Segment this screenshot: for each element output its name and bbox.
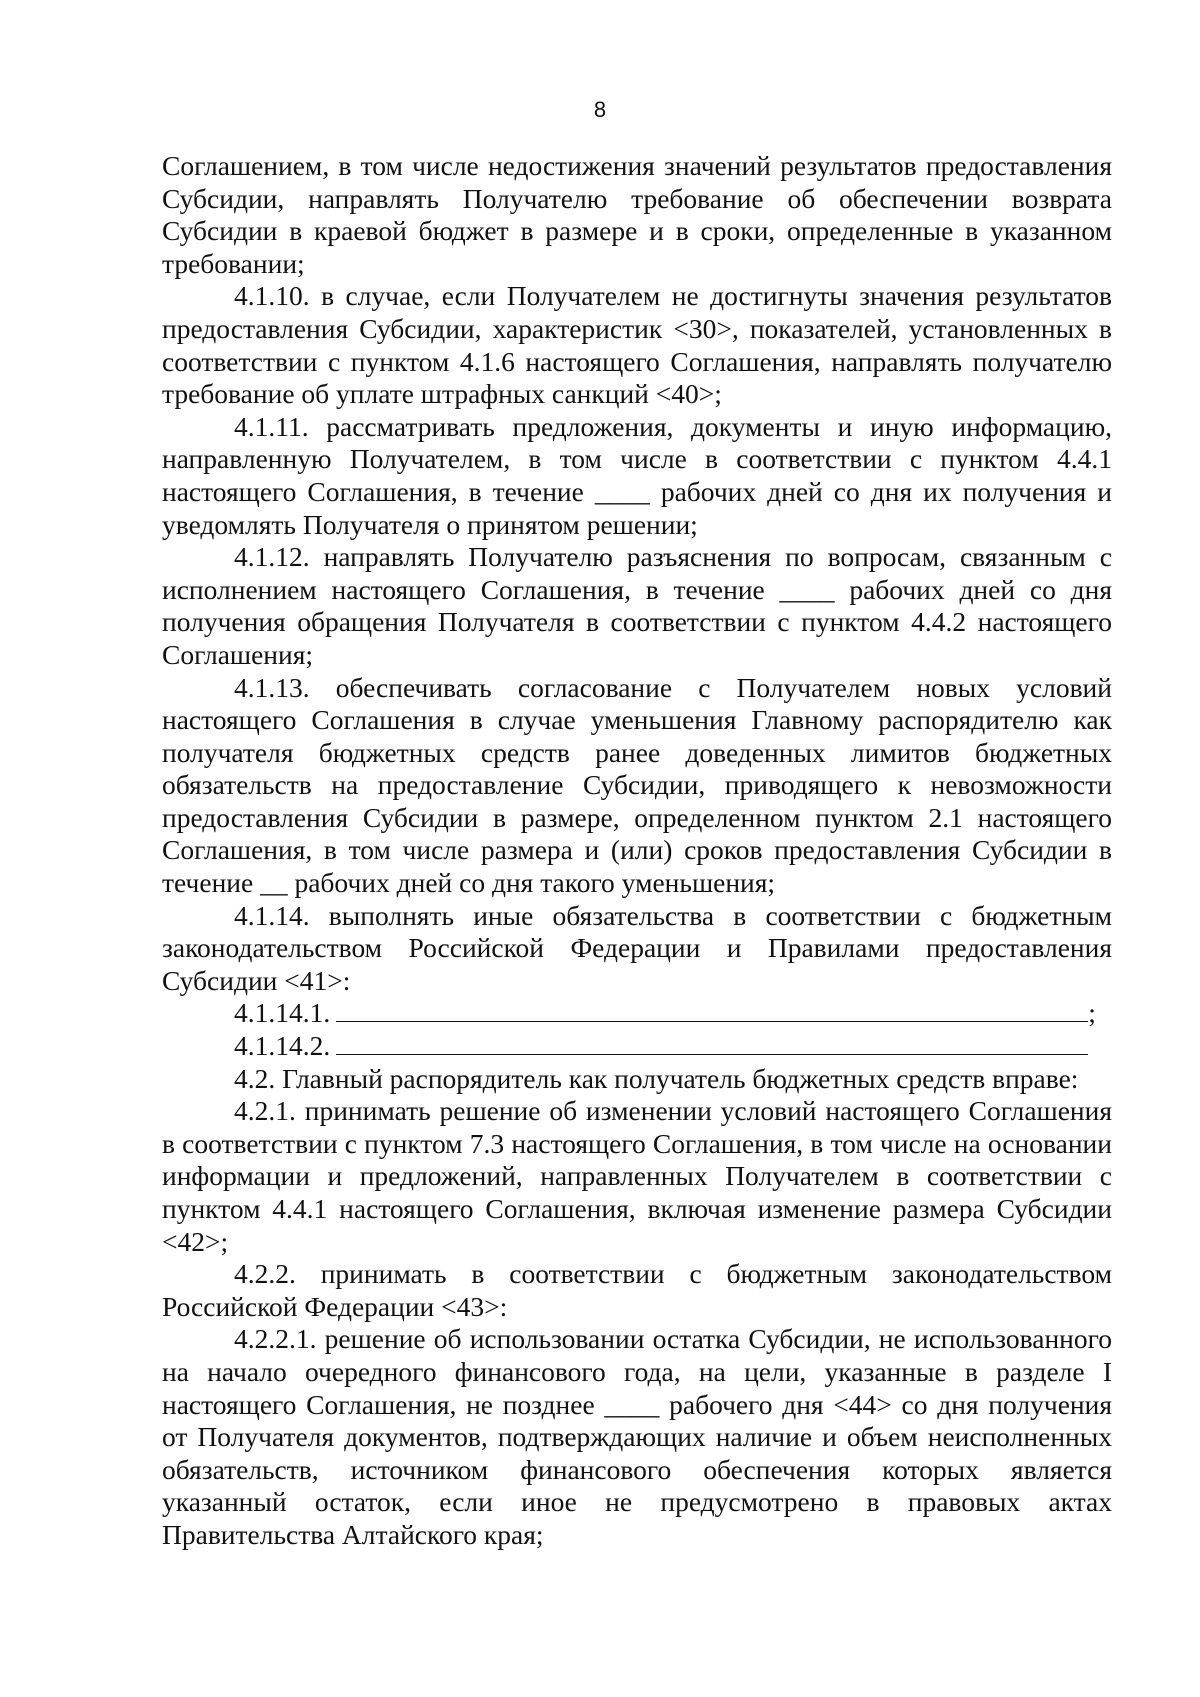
blank-line-suffix: ; [1088, 997, 1096, 1029]
page-number: 8 [593, 97, 607, 122]
paragraph-4-2-1: 4.2.1. принимать решение об изменении условий настоящего Соглашения в соответствии с пунктом 7.3 настоящего Соглашения, в том числе на основании информации и предложений, направленных Получателем в соответствии с пунктом 4.4.1 настоящего Соглашения, включая изменение размера Субсидии <42>; [162, 1095, 1112, 1257]
paragraph-4-1-12: 4.1.12. направлять Получателю разъяснения по вопросам, связанным с исполнением настоящего Соглашения, в течение ____ рабочих дней со дня получения обращения Получателя в соответствии с пунктом 4.4.2 настоящего Соглашения; [162, 541, 1112, 670]
blank-fill-line [336, 1021, 1088, 1022]
blank-fill-line [336, 1054, 1088, 1055]
document-body [162, 150, 1112, 1552]
paragraph-4-1-14: 4.1.14. выполнять иные обязательства в соответствии с бюджетным законодательством Российской Федерации и Правилами предоставления Субсидии <41>: [162, 899, 1112, 996]
paragraph-4-1-10: 4.1.10. в случае, если Получателем не достигнуты значения результатов предоставления Субсидии, характеристик <30>, показателей, установленных в соответствии с пунктом 4.1.6 настоящего Соглашения, направлять получателю требование об уплате штрафных санкций <40>; [162, 280, 1112, 410]
blank-line-4-1-14-1 [162, 997, 1112, 1030]
paragraph-4-1-13: 4.1.13. обеспечивать согласование с Получателем новых условий настоящего Соглашения в случае уменьшения Главному распорядителю как получателя бюджетных средств ранее доведенных лимитов бюджетных обязательств на предоставление Субсидии, приводящего к невозможности предоставления Субсидии в размере, определенном пунктом 2.1 настоящего Соглашения, в том числе размера и (или) сроков предоставления Субсидии в течение __ рабочих дней со дня такого уменьшения; [162, 671, 1112, 899]
blank-line-label: 4.1.14.1. [234, 997, 331, 1029]
paragraph-4-1-11: 4.1.11. рассматривать предложения, документы и иную информацию, направленную Получателем, в том числе в соответствии с пунктом 4.4.1 настоящего Соглашения, в течение ____ рабочих дней со дня их получения и уведомлять Получателя о принятом решении; [162, 410, 1112, 540]
paragraph-4-2: 4.2. Главный распорядитель как получатель бюджетных средств вправе: [234, 1062, 1079, 1094]
blank-line-label: 4.1.14.2. [234, 1030, 331, 1062]
paragraph-4-2-2-1: 4.2.2.1. решение об использовании остатка Субсидии, не использованного на начало очередного финансового года, на цели, указанные в разделе I настоящего Соглашения, не позднее ____ рабочего дня <44> со дня получения от Получателя документов, подтверждающих наличие и объем неисполненных обязательств, источником финансового обеспечения которых является указанный остаток, если иное не предусмотрено в правовых актах Правительства Алтайского края; [162, 1323, 1112, 1550]
paragraph-4-2-2: 4.2.2. принимать в соответствии с бюджетным законодательством Российской Федерации <43>: [162, 1258, 1112, 1322]
blank-line-4-1-14-2 [162, 1030, 1112, 1063]
paragraph-continuation: Соглашением, в том числе недостижения значений результатов предоставления Субсидии, направлять Получателю требование об обеспечении возврата Субсидии в краевой бюджет в размере и в сроки, определенные в указанном требовании; [162, 150, 1112, 279]
